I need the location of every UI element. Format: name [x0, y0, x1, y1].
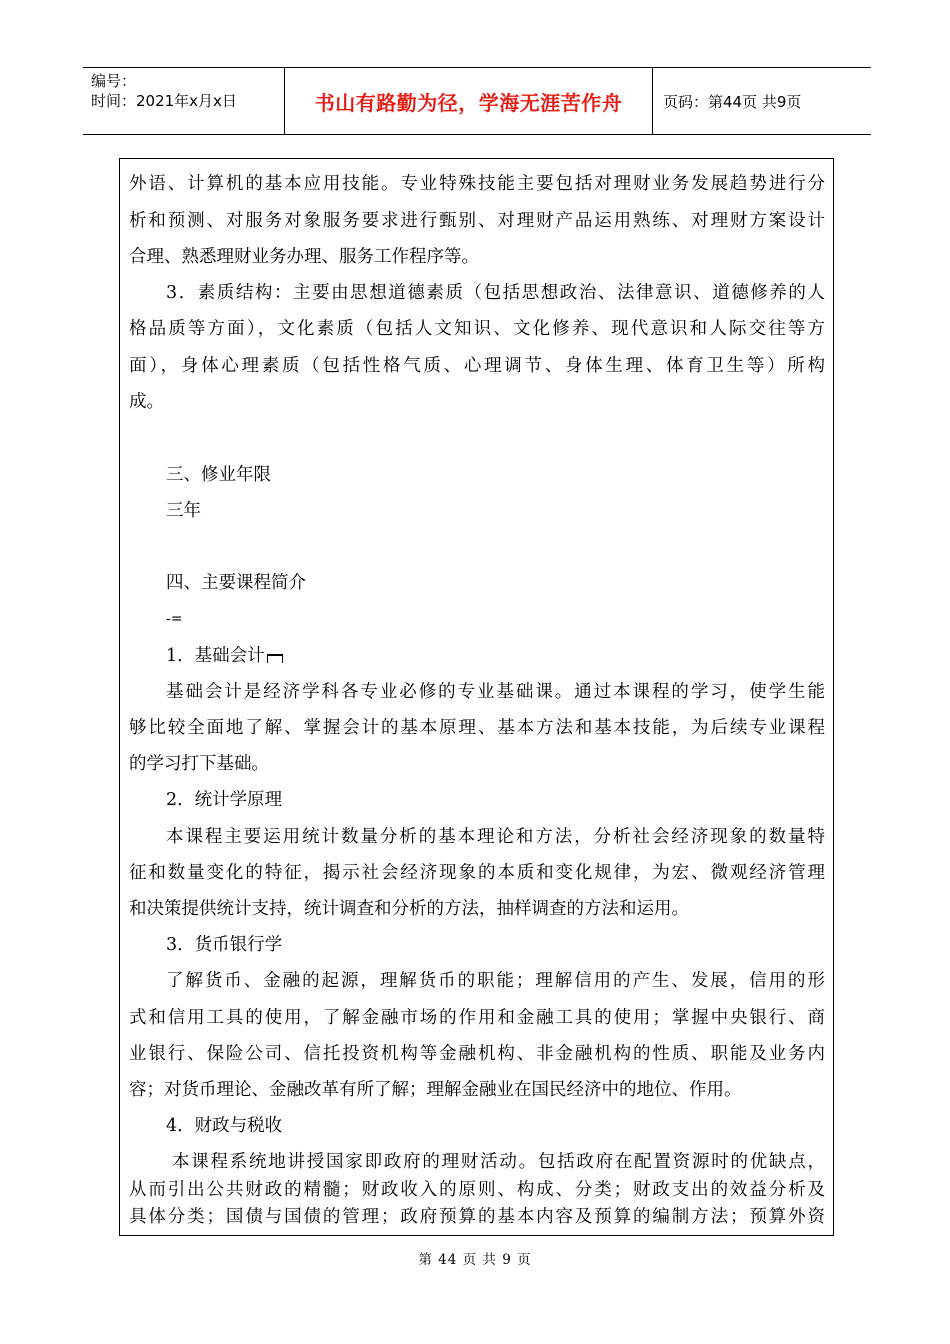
text-line: 本课程主要运用统计数量分析的基本理论和方法，分析社会经济现象的数量特: [166, 827, 825, 847]
text-line: 析和预测、对服务对象服务要求进行甄别、对理财产品运用熟练、对理财方案设计: [129, 211, 825, 231]
text-line: 从而引出公共财政的精髓；财政收入的原则、构成、分类；财政支出的效益分析及: [129, 1180, 825, 1200]
text-line: 格品质等方面），文化素质（包括人文知识、文化修养、现代意识和人际交往等方: [129, 319, 825, 339]
number-label: 编号：: [91, 72, 137, 90]
text-line: 征和数量变化的特征，揭示社会经济现象的本质和变化规律，为宏、微观经济管理: [129, 863, 825, 883]
course-title: 3．货币银行学: [166, 935, 283, 955]
content-box: [119, 158, 834, 1236]
header-meta: [83, 68, 285, 134]
text-line: 和决策提供统计支持，统计调查和分析的方法，抽样调查的方法和运用。: [129, 899, 689, 919]
page-header: [83, 67, 871, 135]
text-line: 合理、熟悉理财业务办理、服务工作程序等。: [129, 247, 479, 267]
course-title: 4．财政与税收: [166, 1116, 283, 1136]
text-line: 的学习打下基础。: [129, 754, 269, 774]
header-page-code: 页码：第44页 共9页: [663, 92, 802, 111]
text-line: 具体分类；国债与国债的管理；政府预算的基本内容及预算的编制方法；预算外资: [129, 1207, 825, 1227]
text-line: 成。: [129, 392, 164, 412]
text-line: 基础会计是经济学科各专业必修的专业基础课。通过本课程的学习，使学生能: [166, 682, 825, 702]
text-line: 够比较全面地了解、掌握会计的基本原理、基本方法和基本技能，为后续专业课程: [129, 718, 825, 738]
section-body: 三年: [166, 501, 201, 521]
text-line: 业银行、保险公司、信托投资机构等金融机构、非金融机构的性质、职能及业务内: [129, 1044, 825, 1064]
time-label: 时间：2021年x月x日: [91, 92, 237, 110]
text-line: 外语、计算机的基本应用技能。专业特殊技能主要包括对理财业务发展趋势进行分: [129, 174, 825, 194]
text-line: 式和信用工具的使用，了解金融市场的作用和金融工具的使用；掌握中央银行、商: [129, 1008, 825, 1028]
course-title-text: 1．基础会计: [166, 646, 265, 666]
text-line: 容；对货币理论、金融改革有所了解；理解金融业在国民经济中的地位、作用。: [129, 1080, 742, 1100]
stray-mark: -=: [166, 611, 183, 627]
text-line: 本课程系统地讲授国家即政府的理财活动。包括政府在配置资源时的优缺点，: [172, 1152, 825, 1172]
bracket-mark-icon: [267, 654, 283, 663]
course-title: 2．统计学原理: [166, 790, 283, 810]
text-line: 面），身体心理素质（包括性格气质、心理调节、身体生理、体育卫生等）所构: [129, 356, 825, 376]
course-title: [166, 645, 825, 667]
page-footer: 第 44 页 共 9 页: [418, 1252, 532, 1268]
section-heading: 四、主要课程简介: [166, 573, 306, 593]
text-line: 了解货币、金融的起源，理解货币的职能；理解信用的产生、发展，信用的形: [166, 971, 825, 991]
section-heading: 三、修业年限: [166, 465, 271, 485]
header-motto: 书山有路勤为径，学海无涯苦作舟: [285, 68, 653, 134]
text-line: 3．素质结构：主要由思想道德素质（包括思想政治、法律意识、道德修养的人: [166, 283, 825, 303]
